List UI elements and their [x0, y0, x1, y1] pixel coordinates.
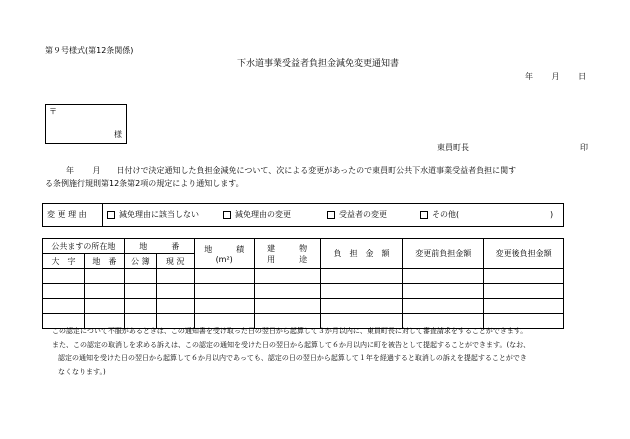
reason-divider — [102, 204, 103, 226]
note-line-2: また、この認定の取消しを求める訴えは、この認定の通知を受けた日の翌日から起算して６か月以内に町を被告として提起することができます。(なお、 — [52, 341, 531, 349]
lot-header: 地 番 — [124, 239, 194, 254]
form-number: 第９号様式(第12条関係) — [45, 46, 134, 55]
table-row — [43, 299, 564, 314]
note-line-3: 認定の通知を受けた日の翌日から起算して６か月以内であっても、認定の日の翌日から起算して１年を経過すると取消しの訴えを提起することができ — [58, 354, 527, 362]
property-table — [42, 238, 564, 329]
seal-mark: 印 — [580, 143, 588, 152]
reason-label: 変 更 理 由 — [47, 210, 87, 219]
sub-header-genkyo: 現 況 — [156, 254, 194, 269]
after-header: 変更後負担金額 — [484, 239, 564, 269]
checkbox-icon[interactable] — [327, 211, 335, 219]
burden-header: 負 担 金 額 — [320, 239, 403, 269]
date-line: 年 月 日 — [525, 72, 587, 81]
issuer-name: 東員町長 — [437, 143, 469, 152]
note-line-1: この認定について不服があるときは、この通知書を受け取った日の翌日から起算して３か月以内に、東員町長に対して審査請求をすることができます。 — [52, 327, 528, 335]
reason-option-4[interactable] — [420, 210, 459, 220]
honorific-sama: 様 — [114, 130, 122, 139]
reason-close-paren: ) — [550, 210, 554, 219]
sub-header-chiban: 地 番 — [84, 254, 124, 269]
reason-option-2-label: 減免理由の変更 — [235, 210, 291, 219]
reason-option-3[interactable] — [327, 210, 387, 220]
body-line-2: る条例施行規則第12条第2項の規定により通知します。 — [45, 179, 244, 188]
sub-header-kobo: 公 簿 — [124, 254, 156, 269]
table-row — [43, 284, 564, 299]
location-header: 公共ますの所在地 — [43, 239, 125, 254]
area-header-label: 地 積 — [204, 244, 245, 254]
use-header — [254, 239, 320, 269]
reason-option-3-label: 受益者の変更 — [339, 210, 387, 219]
checkbox-icon[interactable] — [223, 211, 231, 219]
reason-option-1-label: 減免理由に該当しない — [119, 210, 199, 219]
checkbox-icon[interactable] — [107, 211, 115, 219]
table-row — [43, 269, 564, 284]
reason-option-2[interactable] — [223, 210, 291, 220]
reason-option-1[interactable] — [107, 210, 199, 220]
sub-header-oaza: 大 字 — [43, 254, 85, 269]
before-header: 変更前負担金額 — [403, 239, 484, 269]
reason-option-4-label: その他( — [432, 210, 460, 219]
area-header — [194, 239, 254, 269]
address-box — [45, 104, 127, 144]
use-header-bottom: 用 途 — [267, 254, 308, 264]
document-title: 下水道事業受益者負担金減免変更通知書 — [237, 59, 400, 69]
reason-box — [42, 203, 564, 227]
note-line-4: なくなります。) — [58, 368, 106, 376]
use-header-top: 建 物 — [267, 243, 308, 253]
body-line-1: 年 月 日付けで決定通知した負担金減免について、次による変更があったので東員町公共下水道事業受益者負担に関す — [66, 166, 517, 175]
area-unit: (m²) — [215, 254, 233, 264]
checkbox-icon[interactable] — [420, 211, 428, 219]
postal-mark: 〒 — [49, 107, 57, 116]
